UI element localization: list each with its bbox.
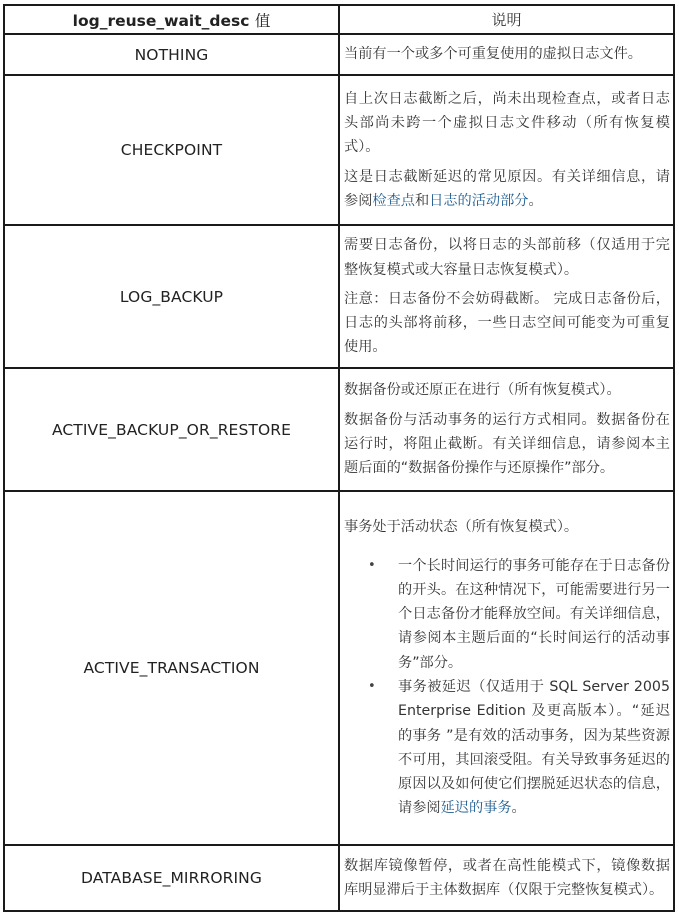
table-row [4,75,674,225]
table-row [4,491,674,845]
list-item: • 事务被延迟（仅适用于 SQL Server 2005 Enterprise Edition 及更高版本）。“延迟的事务 ”是有效的活动事务，因为某些资源不可用，其回滚受阻。有关导致事务延迟的原因以及如何使它们摆脱延迟状态的信息，请参阅延迟的事务。 [398,675,670,821]
row-description: 当前有一个或多个可重复使用的虚拟日志文件。 [339,34,674,75]
row-description: 需要日志备份，以将日志的头部前移（仅适用于完整恢复模式或大容量日志恢复模式）。 注意：日志备份不会妨碍截断。 完成日志备份后，日志的头部将前移，一些日志空间可能变为可重复使用。 [339,225,674,368]
list-item: • 一个长时间运行的事务可能存在于日志备份的开头。在这种情况下，可能需要进行另一个日志备份才能释放空间。有关详细信息，请参阅本主题后面的“长时间运行的活动事务”部分。 [398,554,670,675]
checkpoint-link[interactable]: 检查点 [372,192,415,209]
bullet-list [344,554,670,821]
log-reuse-wait-table [3,4,675,912]
table-row [4,225,674,368]
row-key: LOG_BACKUP [4,225,339,368]
active-log-link[interactable]: 日志的活动部分 [429,192,529,209]
table-row [4,845,674,911]
row-key: ACTIVE_BACKUP_OR_RESTORE [4,368,339,491]
row-description: 数据库镜像暂停，或者在高性能模式下，镜像数据库明显滞后于主体数据库（仅限于完整恢复模式）。 [339,845,674,911]
table-row [4,368,674,491]
table-row [4,34,674,75]
row-description: 自上次日志截断之后，尚未出现检查点，或者日志头部尚未跨一个虚拟日志文件移动（所有恢复模式）。 这是日志截断延迟的常见原因。有关详细信息，请参阅检查点和日志的活动部分。 [339,75,674,225]
row-description: 事务处于活动状态（所有恢复模式）。 • 一个长时间运行的事务可能存在于日志备份的开头。在这种情况下，可能需要进行另一个日志备份才能释放空间。有关详细信息，请参阅本主题后面的“长时间运行的活动事务”部分。 • 事务被延迟（仅适用于 SQL Server 2005 Enterprise Edition 及更高版本）。“延迟的事务 ”是有效的活动事务，因为某些资源不可用，其回滚受阻。有关导致事务延迟的原因以及如何使它们摆脱延迟状态的信息，请参阅延迟的事务。 [339,491,674,845]
header-value: log_reuse_wait_desc 值 [4,5,339,34]
header-row [4,5,674,34]
row-key: DATABASE_MIRRORING [4,845,339,911]
row-key: ACTIVE_TRANSACTION [4,491,339,845]
row-key: NOTHING [4,34,339,75]
header-description: 说明 [339,5,674,34]
row-description: 数据备份或还原正在进行（所有恢复模式）。 数据备份与活动事务的运行方式相同。数据备份在运行时，将阻止截断。有关详细信息，请参阅本主题后面的“数据备份操作与还原操作”部分。 [339,368,674,491]
deferred-transactions-link[interactable]: 延迟的事务 [440,800,512,817]
row-key: CHECKPOINT [4,75,339,225]
